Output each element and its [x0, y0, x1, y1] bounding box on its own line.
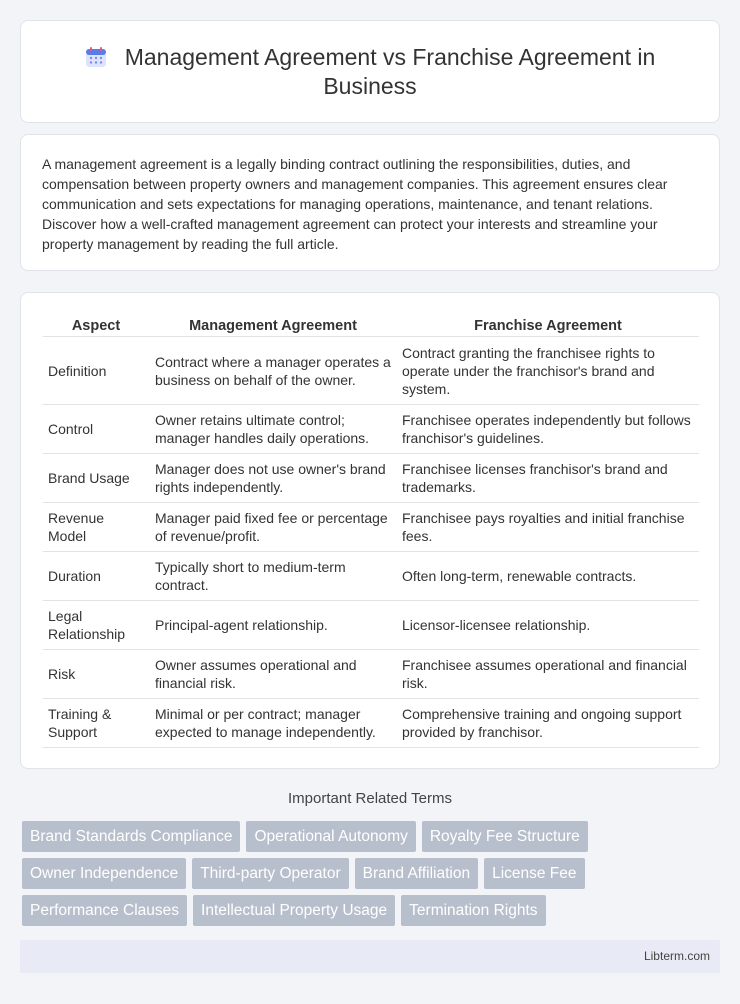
term-tag[interactable]: Intellectual Property Usage [193, 895, 395, 926]
table-header-row [43, 315, 699, 337]
cell-management: Minimal or per contract; manager expected to manage independently. [149, 699, 397, 748]
related-terms-title: Important Related Terms [288, 790, 452, 807]
cell-franchise: Franchisee pays royalties and initial franchise fees. [397, 503, 699, 552]
cell-franchise: Licensor-licensee relationship. [397, 601, 699, 650]
cell-aspect: Revenue Model [43, 503, 149, 552]
cell-aspect: Definition [43, 337, 149, 405]
cell-management: Contract where a manager operates a business on behalf of the owner. [149, 337, 397, 405]
table-row [43, 337, 699, 405]
footer [20, 940, 720, 973]
cell-management: Owner retains ultimate control; manager handles daily operations. [149, 405, 397, 454]
term-tag[interactable]: License Fee [484, 858, 584, 889]
term-tag[interactable]: Brand Standards Compliance [22, 821, 240, 852]
table-row [43, 405, 699, 454]
term-tag[interactable]: Royalty Fee Structure [422, 821, 588, 852]
cell-aspect: Legal Relationship [43, 601, 149, 650]
cell-aspect: Brand Usage [43, 454, 149, 503]
cell-aspect: Duration [43, 552, 149, 601]
intro-paragraph: A management agreement is a legally binding contract outlining the responsibilities, duties, and compensation between property owners and management companies. This agreement ensures clear communication and sets expectations for managing operations, maintenance, and tenant relations. Discover how a well-crafted management agreement can protect your interests and streamline your property management by reading the full article. [42, 156, 668, 252]
cell-franchise: Franchisee licenses franchisor's brand and trademarks. [397, 454, 699, 503]
cell-management: Manager paid fixed fee or percentage of revenue/profit. [149, 503, 397, 552]
comparison-table [43, 315, 699, 748]
cell-management: Owner assumes operational and financial risk. [149, 650, 397, 699]
cell-franchise: Comprehensive training and ongoing support provided by franchisor. [397, 699, 699, 748]
comparison-card [20, 292, 720, 769]
footer-site-link[interactable]: Libterm.com [643, 949, 710, 963]
cell-management: Typically short to medium-term contract. [149, 552, 397, 601]
title-card [20, 20, 720, 123]
term-tag[interactable]: Operational Autonomy [246, 821, 415, 852]
term-tag[interactable]: Brand Affiliation [355, 858, 478, 889]
term-tag[interactable]: Owner Independence [22, 858, 186, 889]
cell-franchise: Franchisee operates independently but follows franchisor's guidelines. [397, 405, 699, 454]
cell-franchise: Contract granting the franchisee rights to operate under the franchisor's brand and system. [397, 337, 699, 405]
cell-aspect: Control [43, 405, 149, 454]
tag-row [22, 821, 718, 852]
related-terms [22, 821, 718, 932]
tag-row [22, 858, 718, 889]
calendar-icon [85, 46, 107, 68]
header-franchise: Franchise Agreement [397, 315, 699, 337]
intro-card [20, 134, 720, 271]
header-management: Management Agreement [149, 315, 397, 337]
table-row [43, 699, 699, 748]
table-row [43, 650, 699, 699]
cell-aspect: Training & Support [43, 699, 149, 748]
cell-management: Principal-agent relationship. [149, 601, 397, 650]
header-aspect: Aspect [43, 315, 149, 337]
table-row [43, 454, 699, 503]
table-row [43, 503, 699, 552]
term-tag[interactable]: Third-party Operator [192, 858, 348, 889]
cell-aspect: Risk [43, 650, 149, 699]
table-row [43, 552, 699, 601]
term-tag[interactable]: Performance Clauses [22, 895, 187, 926]
term-tag[interactable]: Termination Rights [401, 895, 545, 926]
cell-franchise: Franchisee assumes operational and financial risk. [397, 650, 699, 699]
cell-management: Manager does not use owner's brand rights independently. [149, 454, 397, 503]
page-title: Management Agreement vs Franchise Agreement in Business [124, 44, 656, 99]
table-row [43, 601, 699, 650]
tag-row [22, 895, 718, 926]
cell-franchise: Often long-term, renewable contracts. [397, 552, 699, 601]
